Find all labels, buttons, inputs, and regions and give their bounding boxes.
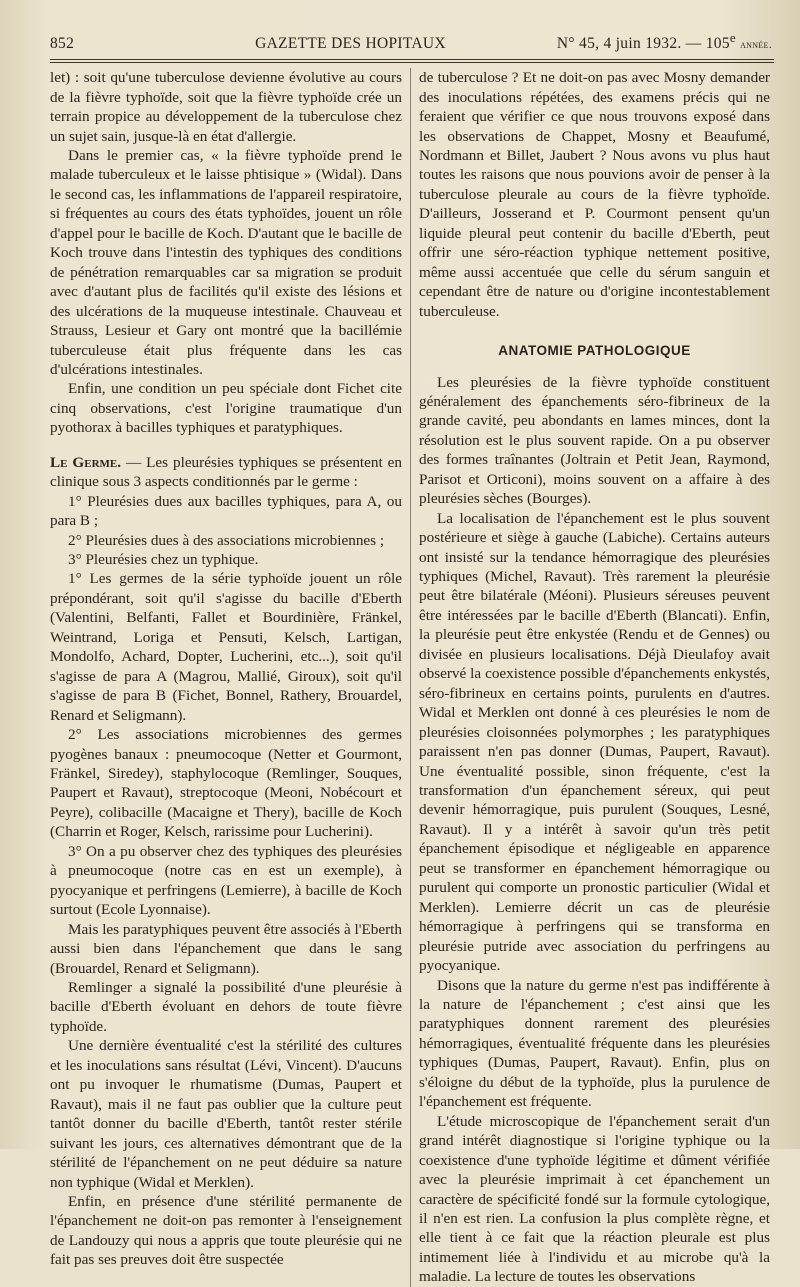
paragraph: La localisation de l'épanchement est le plus souvent postérieure et siège à gauche (Labiche). Certains auteurs ont insisté sur la tendance hémorragique des pleurésies typhiques (Michel, Ravaut). Très rarement la pleurésie peut être bilatérale (Méoni). Plusieurs séreuses peuvent être intéressées par le bacille d'Eberth (Blancati). Enfin, la pleurésie peut être enkystée (Rendu et de Gennes) ou divisée en plusieurs localisations. Déjà Dieulafoy avait observé la coexistence possible d'épanchements enkystés, séro-fibrineux en certains points, purulents en d'autres. Widal et Merklen ont donné à ces pleurésies le nom de pleurésies cloisonnées polymorphes ; les paratyphiques paraissent n'en pas donner (Dumas, Paupert, Ravaut). Une éventualité possible, sinon fréquente, c'est la transformation d'un épanchement séreux, qui peut devenir hémorragique, puis purulent (Souques, Lesné, Ravaut). Il y a intérêt à savoir qu'un très petit épanchement épisodique et négligeable en apparence peut se transformer en épanchement hémorragique ou purulent qui comporte un pronostic particulier (Widal et Merklen). Lemierre décrit un cas de pleurésie hémorragique à perfringens qui se transforma en pleurésie putride avec association du perfringens au pyocyanique.: [419, 509, 770, 975]
left-column: [50, 68, 410, 1287]
article-columns: [44, 68, 774, 1287]
paragraph: Enfin, en présence d'une stérilité permanente de l'épanchement ne doit-on pas remonter à l'enseignement de Landouzy qui nous a appris que toute pleurésie qui ne fait pas ses preuves doit être suspectée: [50, 1192, 402, 1269]
issue-info: N° 45, 4 juin 1932. — 105e année.: [556, 30, 772, 53]
runin-heading: Le Germe.: [50, 453, 122, 471]
paragraph: Les pleurésies de la fièvre typhoïde constituent généralement des épanchements séro-fibrineux de la grande cavité, peu abondants en lames minces, dont la résolution est le plus souvent rapide. On a pu observer des formes traînantes (Joltrain et Petit Jean, Raymond, Parisot et Orticoni), moins souvent on a affaire à des pleurésies sèches (Bourges).: [419, 373, 770, 508]
paragraph: Disons que la nature du germe n'est pas indifférente à la nature de l'épanchement ; c'est ainsi que les paratyphiques donnent rarement des pleurésies hémorragiques, éventualité fréquente dans les pleurésies typhiques (Dumas, Paupert, Ravaut). Enfin, plus on s'éloigne du début de la typhoïde, plus la purulence de l'épanchement est fréquente.: [419, 976, 770, 1111]
paragraph: let) : soit qu'une tuberculose devienne évolutive au cours de la fièvre typhoïde, soit que la fièvre typhoïde crée un terrain propice au développement de la tuberculose chez un sujet sain, jusque-là en état d'allergie.: [50, 69, 402, 145]
paragraph: 1° Les germes de la série typhoïde jouent un rôle prépondérant, soit qu'il s'agisse du bacille d'Eberth (Valentini, Belfanti, Fallet et Bourdinière, Fränkel, Weintrand, Loriga et Pensuti, Kelsch, Lartigan, Mondolfo, Achard, Dopter, Lucherini, etc...), soit qu'il s'agisse de para A (Magrou, Mallié, Giroux), soit qu'il s'agisse de para B (Fichet, Bonnel, Rathery, Brouardel, Renard et Seligmann).: [50, 570, 402, 724]
list-item: 3° Pleurésies chez un typhique.: [68, 551, 259, 569]
section-heading: ANATOMIE PATHOLOGIQUE: [498, 343, 691, 359]
paragraph: Dans le premier cas, « la fièvre typhoïde prend le malade tuberculeux et le laisse phtisique » (Widal). Dans le second cas, les inflammations de l'appareil respiratoire, si fréquentes au cours des états typhoïdes, jouent un rôle d'appel pour le bacille de Koch. D'autant que le bacille de Koch trouve dans l'intestin des typhiques des conditions de pénétration remarquables car sa migration se produit avec d'autant plus de facilités qu'il existe des lésions et des ulcérations de la muqueuse intestinale. Chauveau et Strauss, Lesieur et Gary ont montré que la bacillémie tuberculeuse était plus fréquente dans les cas d'ulcérations intestinales.: [50, 146, 402, 378]
page-header: [44, 30, 774, 59]
header-rule-thin: [50, 62, 774, 63]
paragraph: 2° Les associations microbiennes des germes pyogènes banaux : pneumocoque (Netter et Gourmont, Fränkel, Siredey), staphylocoque (Remlinger, Souques, Paupert et Ravaut), streptocoque (Meoni, Nobécourt et Peyre), colibacille (Macaigne et Thery), bacille de Koch (Charrin et Roger, Kelsch, rarissime pour Lucherini).: [50, 726, 402, 841]
paragraph-le-germe: Le Germe. — Les pleurésies typhiques se présentent en clinique sous 3 aspects conditionnés par le germe :: [50, 453, 402, 491]
header-rule: [50, 59, 774, 60]
paragraph: de tuberculose ? Et ne doit-on pas avec Mosny demander des inoculations répétées, des examens précis qui ne feraient que vérifier ce que nous trouvons exposé dans les observations de Chappet, Mosny et Beaufumé, Nordmann et Billet, Jaubert ? Nous avons vu plus haut toutes les raisons que nous pouvions avoir de penser à la tuberculose pleurale au cours de la fièvre typhoïde. D'ailleurs, Josserand et P. Courmont pensent qu'un liquide pleural peut contenir du bacille d'Eberth, peut offrir une séro-réaction typhique nettement positive, même aussi accentuée que celle du sérum sanguin et cependant être de nature ou d'origine incontestablement tuberculeuse.: [419, 69, 770, 320]
paragraph: Enfin, une condition un peu spéciale dont Fichet cite cinq observations, c'est l'origine traumatique d'un pyothorax à bacilles typhiques et paratyphiques.: [50, 380, 402, 437]
page-number: 852: [50, 35, 75, 53]
paragraph: Une dernière éventualité c'est la stérilité des cultures et les inoculations sans résultat (Lévi, Vincent). D'aucuns ont pu invoquer le rhumatisme (Dumas, Paupert et Ravaut), mais il ne faut pas oublier que la culture peut tantôt donner du bacille d'Eberth, tantôt rester stérile suivant les jours, ces alternatives démontrant que de la stérilité de l'épanchement on ne peut déduire sa nature non typhique (Widal et Merklen).: [50, 1037, 402, 1191]
paragraph: L'étude microscopique de l'épanchement serait d'un grand intérêt diagnostique si l'origine typhique ou la coexistence d'une typhoïde légitime et dûment vérifiée avec la pleurésie imprimait à cet épanchement un caractère de spécificité fondé sur la formule cytologique, il n'en est rien. La confusion la plus complète règne, et elle tient à ce fait que la réaction pleurale est plus intimement liée à l'individu et au microbe qu'à la maladie. La lecture de toutes les observations: [419, 1112, 770, 1286]
paragraph: Mais les paratyphiques peuvent être associés à l'Eberth aussi bien dans l'épanchement que dans le sang (Brouardel, Renard et Seligmann).: [50, 920, 402, 977]
paragraph: Remlinger a signalé la possibilité d'une pleurésie à bacille d'Eberth évoluant en dehors de toute fièvre typhoïde.: [50, 979, 402, 1035]
journal-title: GAZETTE DES HOPITAUX: [255, 35, 446, 53]
paragraph: 3° On a pu observer chez des typhiques des pleurésies à pneumocoque (notre cas en est un exemple), à pyocyanique et perfringens (Lemierre), à bacille de Koch surtout (Ecole Lyonnaise).: [50, 842, 402, 919]
list-item: 2° Pleurésies dues à des associations microbiennes ;: [68, 531, 385, 549]
list-item: 1° Pleurésies dues aux bacilles typhiques, para A, ou para B ;: [50, 492, 402, 530]
right-column: [410, 68, 770, 1287]
